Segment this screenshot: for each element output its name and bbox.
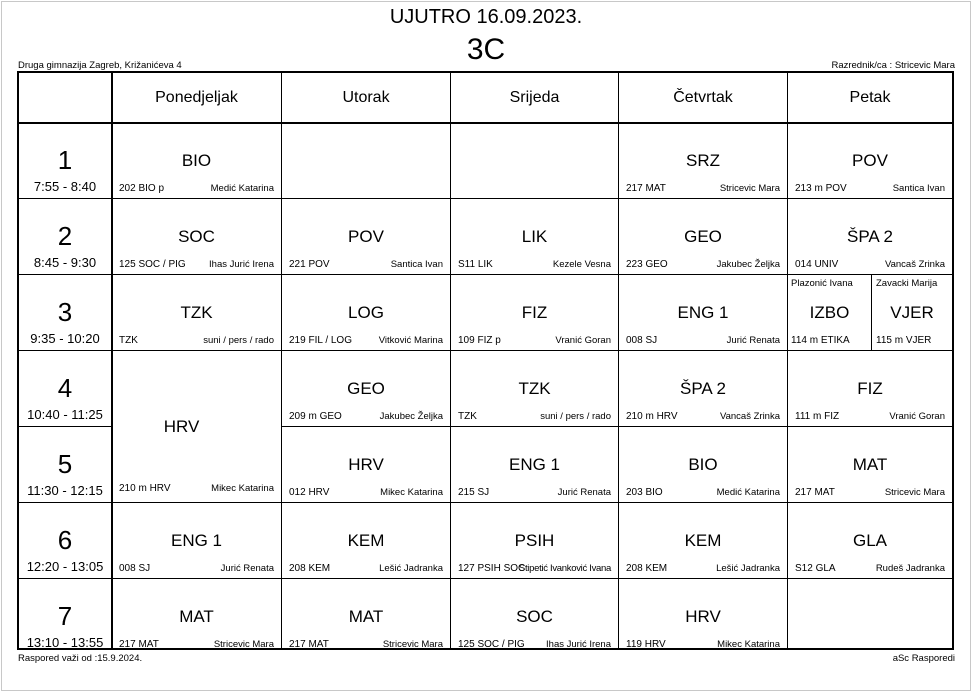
lesson-teacher: suni / pers / rado (540, 411, 611, 422)
lesson-cell[interactable] (282, 503, 450, 578)
lesson-subject: FIZ (521, 303, 548, 322)
period-time: 7:55 - 8:40 (33, 179, 97, 194)
lesson-subject: MAT (852, 455, 888, 474)
lesson-subject: ŠPA 2 (680, 379, 726, 398)
lesson-subject: ENG 1 (170, 531, 223, 550)
lesson-cell[interactable] (451, 503, 618, 578)
lesson-cell[interactable] (282, 275, 450, 350)
lesson-cell[interactable] (788, 503, 952, 578)
lesson-cell[interactable] (619, 199, 787, 274)
lesson-room: 223 GEO (626, 259, 668, 270)
lesson-subject: TZK (518, 379, 551, 398)
lesson-teacher: Medić Katarina (210, 183, 274, 194)
lesson-cell[interactable] (282, 199, 450, 274)
day-header-friday: Petak (849, 89, 891, 106)
lesson-subject: HRV (163, 417, 200, 436)
period-time: 9:35 - 10:20 (30, 331, 100, 346)
empty-cell (451, 124, 618, 198)
class-name: 3C (466, 33, 506, 66)
lesson-room: 203 BIO (626, 487, 663, 498)
lesson-teacher: Stricevic Mara (213, 639, 274, 650)
lesson-subject: ENG 1 (677, 303, 729, 322)
lesson-subject: KEM (347, 531, 385, 550)
lesson-teacher: Santica Ivan (390, 259, 443, 270)
valid-from-note: Raspored važi od :15.9.2024. (18, 653, 143, 664)
day-header-monday: Ponedjeljak (155, 89, 238, 106)
lesson-room: 209 m GEO (289, 411, 342, 422)
period-time: 13:10 - 13:55 (26, 635, 104, 650)
lesson-room: 008 SJ (626, 335, 658, 346)
lesson-teacher: Mikec Katarina (211, 483, 274, 494)
lesson-teacher: Stricevic Mara (719, 183, 780, 194)
period-time: 10:40 - 11:25 (27, 407, 103, 422)
lesson-cell[interactable] (788, 427, 952, 502)
lesson-room: 210 m HRV (119, 483, 171, 494)
period-number: 2 (57, 221, 73, 251)
lesson-subject: GLA (852, 531, 888, 550)
lesson-teacher: Jurić Renata (726, 335, 780, 346)
lesson-cell[interactable] (619, 579, 787, 648)
lesson-room: 215 SJ (458, 487, 490, 498)
lesson-subject: LOG (348, 303, 384, 322)
lesson-room: TZK (119, 335, 138, 346)
lesson-teacher: Medić Katarina (716, 487, 780, 498)
lesson-cell[interactable] (619, 351, 787, 426)
lesson-room: 208 KEM (289, 563, 331, 574)
lesson-room: 008 SJ (119, 563, 151, 574)
lesson-teacher: Stricevic Mara (382, 639, 443, 650)
lesson-subject: ENG 1 (508, 455, 561, 474)
lesson-teacher: Jakubec Željka (716, 259, 780, 270)
lesson-teacher: suni / pers / rado (203, 335, 274, 346)
lesson-cell[interactable] (788, 124, 952, 198)
lesson-cell[interactable] (112, 579, 281, 648)
empty-cell (282, 124, 450, 198)
lesson-cell[interactable] (872, 275, 952, 350)
lesson-subject: POV (852, 151, 888, 170)
homeroom-teacher: Razrednik/ca : Stricevic Mara (831, 60, 955, 71)
lesson-teacher: Jurić Renata (220, 563, 274, 574)
period-number: 4 (57, 373, 73, 403)
lesson-teacher: Jakubec Željka (379, 411, 443, 422)
lesson-teacher: Lešić Jadranka (379, 563, 443, 574)
lesson-room: 125 SOC / PIG (458, 639, 525, 650)
lesson-teacher: Vitković Marina (378, 335, 443, 346)
lesson-room: 217 MAT (626, 183, 666, 194)
lesson-subject: HRV (348, 455, 384, 474)
lesson-cell[interactable] (112, 503, 281, 578)
lesson-teacher: Stricevic Mara (884, 487, 945, 498)
period-number: 7 (57, 601, 73, 631)
lesson-room: 115 m VJER (876, 335, 932, 346)
lesson-teacher: Ihas Jurić Irena (546, 639, 611, 650)
lesson-cell[interactable] (788, 199, 952, 274)
empty-cell (788, 579, 952, 648)
lesson-room: 109 FIZ p (458, 335, 501, 346)
lesson-cell[interactable] (282, 427, 450, 502)
lesson-subject: BIO (181, 151, 212, 170)
lesson-room: 111 m FIZ (795, 411, 840, 422)
lesson-subject: POV (348, 227, 384, 246)
lesson-cell[interactable] (112, 351, 281, 502)
lesson-room: 217 MAT (289, 639, 329, 650)
timetable-grid (17, 71, 954, 650)
day-header-thursday: Četvrtak (673, 89, 733, 106)
lesson-cell[interactable] (619, 275, 787, 350)
lesson-cell[interactable] (619, 124, 787, 198)
lesson-room: 208 KEM (626, 563, 668, 574)
lesson-subject: MAT (179, 607, 214, 626)
lesson-room: TZK (458, 411, 477, 422)
lesson-teacher: Santica Ivan (892, 183, 945, 194)
lesson-cell[interactable] (451, 427, 618, 502)
lesson-room: 217 MAT (119, 639, 159, 650)
lesson-teacher: Vancaš Zrinka (719, 411, 780, 422)
period-number: 6 (57, 525, 73, 555)
lesson-subject: SOC (516, 607, 553, 626)
lesson-teacher: Vranić Goran (555, 335, 611, 346)
lesson-subject: TZK (180, 303, 213, 322)
lesson-cell[interactable] (112, 275, 281, 350)
lesson-room: 014 UNIV (795, 259, 839, 270)
lesson-cell[interactable] (282, 351, 450, 426)
lesson-room: 202 BIO p (119, 183, 165, 194)
lesson-subject: FIZ (857, 379, 883, 398)
schedule-title: UJUTRO 16.09.2023. (389, 6, 583, 28)
lesson-cell[interactable] (282, 579, 450, 648)
lesson-cell[interactable] (619, 427, 787, 502)
lesson-room: 210 m HRV (626, 411, 678, 422)
lesson-teacher: Ihas Jurić Irena (209, 259, 274, 270)
period-time: 11:30 - 12:15 (27, 483, 103, 498)
lesson-cell[interactable] (451, 275, 618, 350)
lesson-subject: PSIH (514, 531, 555, 550)
lesson-teacher: Jurić Renata (557, 487, 611, 498)
lesson-subject: IZBO (809, 303, 850, 322)
lesson-room: 125 SOC / PIG (119, 259, 186, 270)
lesson-cell[interactable] (451, 351, 618, 426)
lesson-subject: KEM (684, 531, 722, 550)
lesson-teacher: Stipetić Ivanković Ivana (518, 563, 611, 574)
period-number: 3 (57, 297, 73, 327)
lesson-cell[interactable] (619, 503, 787, 578)
brand-label: aSc Rasporedi (892, 653, 955, 664)
lesson-teacher: Zavacki Marija (876, 278, 938, 289)
day-header-tuesday: Utorak (342, 89, 390, 106)
lesson-teacher: Mikec Katarina (717, 639, 780, 650)
lesson-subject: LIK (521, 227, 548, 246)
lesson-cell[interactable] (451, 199, 618, 274)
lesson-teacher: Kezele Vesna (552, 259, 611, 270)
lesson-room: 213 m POV (795, 183, 847, 194)
day-header-wednesday: Srijeda (509, 89, 560, 106)
lesson-cell[interactable] (788, 351, 952, 426)
school-name: Druga gimnazija Zagreb, Križanićeva 4 (18, 60, 182, 71)
period-number: 5 (57, 449, 73, 479)
lesson-room: 221 POV (289, 259, 330, 270)
lesson-room: 012 HRV (289, 487, 330, 498)
lesson-teacher: Plazonić Ivana (791, 278, 853, 289)
period-time: 12:20 - 13:05 (26, 559, 104, 574)
lesson-room: 114 m ETIKA (791, 335, 850, 346)
lesson-cell[interactable] (451, 579, 618, 648)
lesson-subject: SOC (178, 227, 215, 246)
lesson-subject: SRZ (686, 151, 720, 170)
lesson-subject: HRV (685, 607, 721, 626)
lesson-room: 119 HRV (626, 639, 666, 650)
lesson-subject: BIO (688, 455, 718, 474)
lesson-teacher: Vancaš Zrinka (884, 259, 945, 270)
lesson-teacher: Vranić Goran (889, 411, 945, 422)
lesson-room: S11 LIK (458, 259, 493, 270)
lesson-teacher: Rudeš Jadranka (875, 563, 945, 574)
lesson-subject: GEO (684, 227, 722, 246)
lesson-cell[interactable] (112, 124, 281, 198)
lesson-subject: ŠPA 2 (847, 227, 893, 246)
lesson-cell[interactable] (112, 199, 281, 274)
lesson-room: 219 FIL / LOG (289, 335, 352, 346)
lesson-room: S12 GLA (795, 563, 836, 574)
period-number: 1 (57, 145, 73, 175)
lesson-subject: MAT (348, 607, 384, 626)
period-time: 8:45 - 9:30 (33, 255, 97, 270)
lesson-subject: VJER (890, 303, 934, 322)
lesson-cell[interactable] (788, 275, 871, 350)
lesson-room: 127 PSIH SOC (458, 563, 526, 574)
lesson-teacher: Mikec Katarina (380, 487, 443, 498)
lesson-room: 217 MAT (795, 487, 835, 498)
lesson-teacher: Lešić Jadranka (716, 563, 780, 574)
lesson-subject: GEO (347, 379, 385, 398)
